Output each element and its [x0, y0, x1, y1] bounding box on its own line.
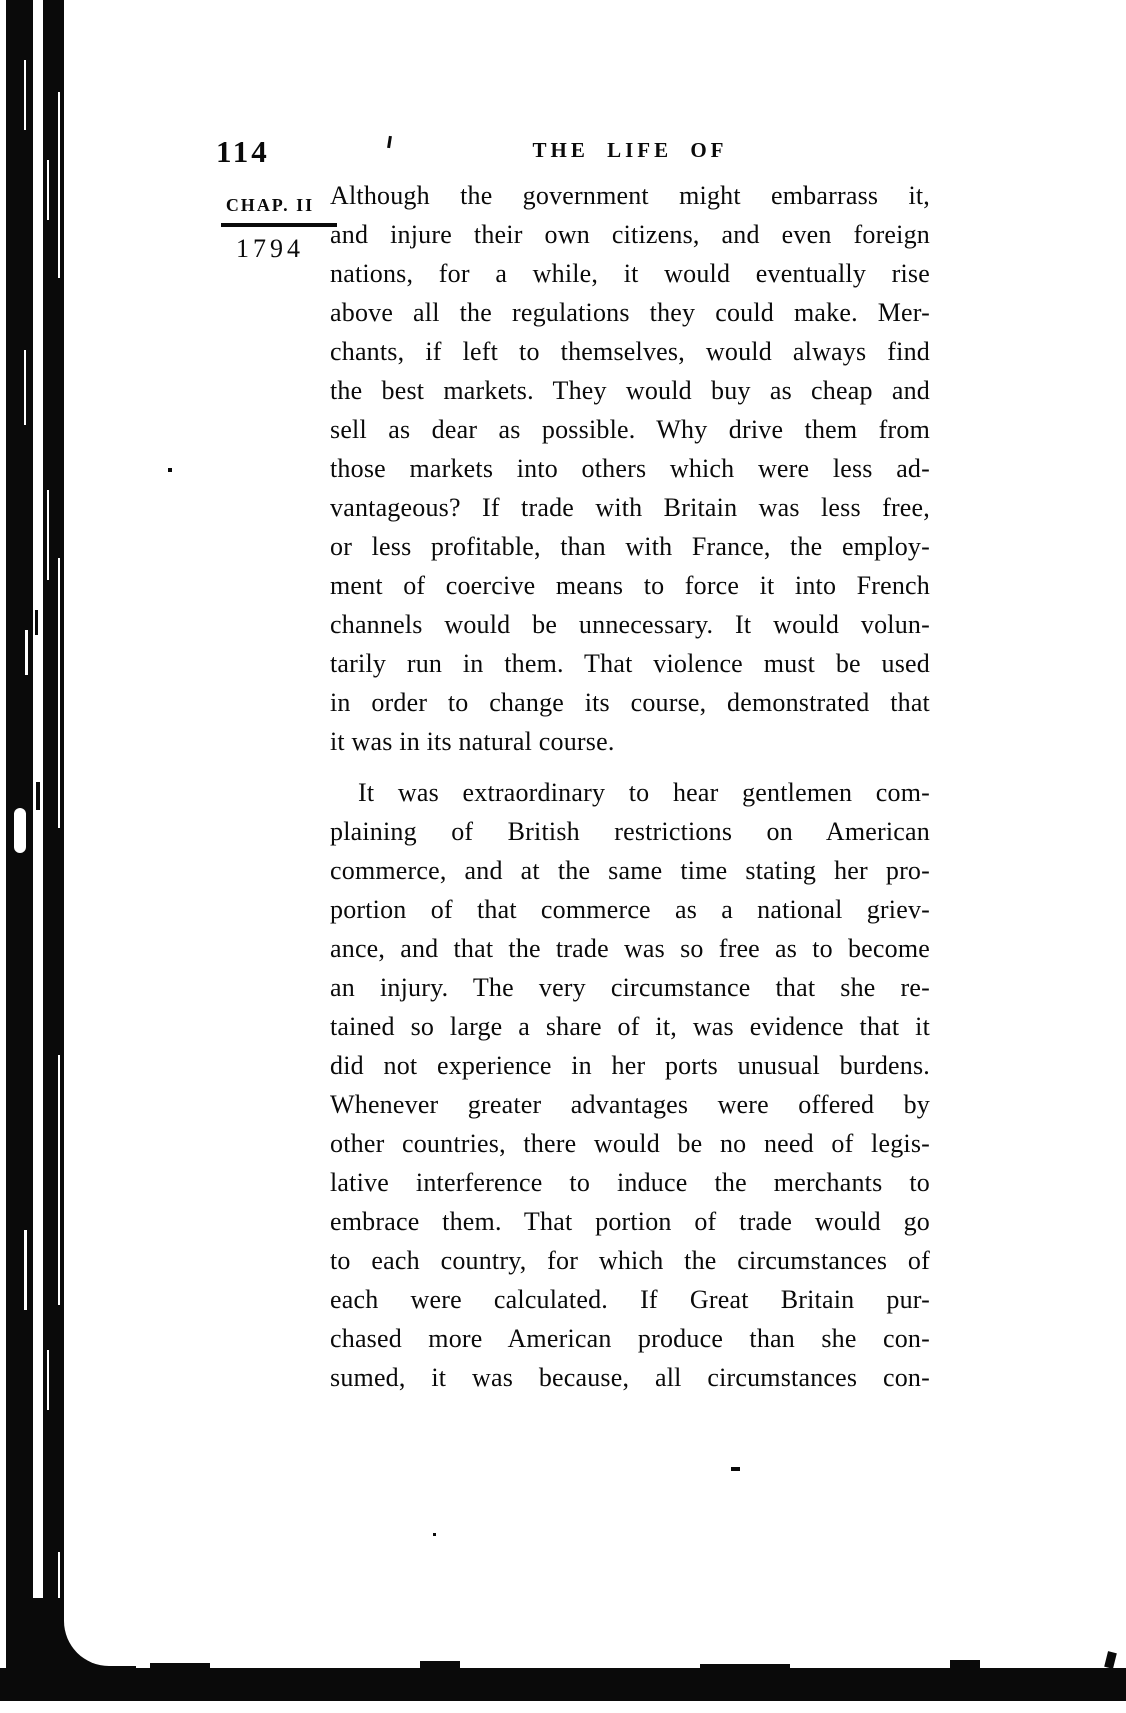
binding-patch: [54, 0, 64, 92]
sidenote-rule: [221, 223, 337, 227]
binding-noise: [25, 630, 28, 675]
text-line: above all the regulations they could make. Mer-: [330, 298, 930, 327]
bottom-bar-ragged: [150, 1663, 210, 1669]
text-line: the best markets. They would buy as cheap and: [330, 376, 930, 405]
text-line: did not experience in her ports unusual burdens.: [330, 1051, 930, 1080]
text-line: It was extraordinary to hear gentlemen com-: [358, 778, 930, 807]
chapter-label: CHAP. II: [225, 195, 315, 215]
paragraph: [330, 773, 930, 1397]
binding-white-streak: [33, 0, 43, 1642]
text-line: chased more American produce than she con-: [330, 1324, 930, 1353]
text-line: Whenever greater advantages were offered by: [330, 1090, 930, 1119]
text-line: each were calculated. If Great Britain pur-: [330, 1285, 930, 1314]
text-line: to each country, for which the circumstances of: [330, 1246, 930, 1275]
corner-carve: [64, 1540, 284, 1666]
text-line: Although the government might embarrass it,: [330, 181, 930, 210]
ink-dash: [731, 1467, 740, 1471]
binding-noise-dark: [35, 610, 38, 635]
text-line: channels would be unnecessary. It would volun-: [330, 610, 930, 639]
binding-patch: [54, 1305, 64, 1552]
text-line: ance, and that the trade was so free as to become: [330, 934, 930, 963]
binding-noise-dark: [36, 782, 40, 810]
text-line: commerce, and at the same time stating her pro-: [330, 856, 930, 885]
binding-noise: [47, 1350, 49, 1410]
bottom-bar-ragged: [950, 1660, 980, 1669]
text-line: portion of that commerce as a national griev-: [330, 895, 930, 924]
year-label: 1794: [236, 234, 304, 263]
binding-patch: [54, 828, 64, 1055]
bottom-bar-ragged: [420, 1661, 460, 1669]
text-line: it was in its natural course.: [330, 727, 615, 756]
bottom-bar: [0, 1668, 1126, 1701]
running-head: THE LIFE OF: [532, 138, 728, 162]
text-line: plaining of British restrictions on American: [330, 817, 930, 846]
text-line: sell as dear as possible. Why drive them from: [330, 415, 930, 444]
binding-noise: [24, 350, 26, 425]
text-line: or less profitable, than with France, the employ-: [330, 532, 930, 561]
text-line: lative interference to induce the merchants to: [330, 1168, 930, 1197]
binding-noise: [24, 1230, 27, 1310]
bottom-bar-ragged: [700, 1664, 790, 1669]
chapter-sidenote: [203, 195, 337, 264]
binding-noise: [14, 808, 26, 853]
binding-noise: [47, 160, 49, 220]
ink-tick: [387, 136, 392, 148]
text-line: nations, for a while, it would eventually rise: [330, 259, 930, 288]
text-line: in order to change its course, demonstrated that: [330, 688, 930, 717]
text-line: an injury. The very circumstance that she re-: [330, 973, 930, 1002]
text-line: sumed, it was because, all circumstances con-: [330, 1363, 930, 1392]
text-line: ment of coercive means to force it into French: [330, 571, 930, 600]
body-text: [330, 176, 930, 1397]
binding-noise: [24, 60, 26, 130]
page-number: 114: [216, 134, 270, 169]
ink-speck: [433, 1533, 436, 1536]
text-line: chants, if left to themselves, would always find: [330, 337, 930, 366]
text-line: tained so large a share of it, was evidence that it: [330, 1012, 930, 1041]
binding-noise: [47, 490, 49, 580]
bottom-bar-notch: [1104, 1651, 1117, 1669]
text-line: vantageous? If trade with Britain was less free,: [330, 493, 930, 522]
text-line: embrace them. That portion of trade would go: [330, 1207, 930, 1236]
text-line: and injure their own citizens, and even foreign: [330, 220, 930, 249]
text-line: other countries, there would be no need of legis-: [330, 1129, 930, 1158]
binding-patch: [54, 278, 64, 558]
text-line: those markets into others which were less ad-: [330, 454, 930, 483]
text-line: tarily run in them. That violence must be used: [330, 649, 930, 678]
paragraph: [330, 176, 930, 761]
ink-speck: [168, 468, 172, 472]
